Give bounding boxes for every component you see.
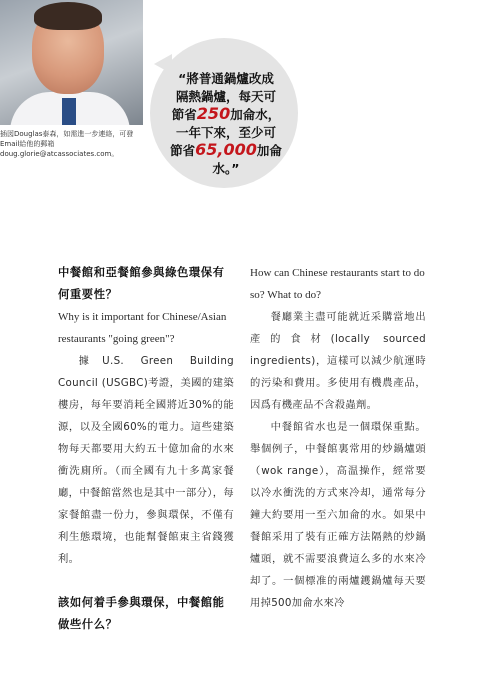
- section-heading: 中餐館和亞餐館參與綠色環保有何重要性？: [58, 266, 225, 301]
- quote-line: 節省: [171, 107, 197, 122]
- pull-quote: [160, 70, 292, 177]
- photo-hair: [34, 2, 102, 30]
- quote-number: 65,000: [195, 140, 257, 159]
- quote-line: 隔熱鍋爐，每天可: [175, 88, 276, 104]
- spacer: [58, 570, 234, 592]
- quote-line: “將普通鍋爐改成: [178, 71, 274, 86]
- body-paragraph: 中餐館省水也是一個環保重點。舉個例子，中餐館裏常用的炒鍋爐頭（wok range），高温操作，經常要以冷水衝洗的方式來冷却，通常每分鐘大約要用一至六加侖的水。如果中餐館采用了裝有正確方法隔熱的炒鍋爐頭，就不需要浪費這么多的水來冷却了。一個標准的兩爐鑊鍋爐每天要用掉500加侖水來冷: [250, 421, 426, 609]
- section-heading: 該如何着手參與環保，中餐館能做些什么？: [58, 596, 225, 631]
- quote-number: 250: [196, 104, 231, 123]
- photo-caption: 插図Douglas泰森，如需進一步連絡，可發Email給他的郵箱doug.glorie@atcassociates.com。: [0, 130, 134, 158]
- body-paragraph: 餐廳業主盡可能就近采購當地出產的食材(locally sourced ingredients)，這樣可以減少航運時的污染和費用。多使用有機農產品，因爲有機產品不含殺蟲劑。: [250, 311, 426, 411]
- body-paragraph: 據U.S. Green Building Council (USGBC)考證，美國的建築樓房，每年要消耗全國將近30%的能源，以及全國60%的電力。這些建築物每天都要用大約五十億加侖的水來衝洗廁所。（而全國有九十多萬家餐廳，中餐館當然也是其中一部分），每家餐館盡一份力，參與環保，不僅有利生態環境，也能幫餐館東主省錢獲利。: [58, 355, 234, 565]
- quote-line: 一年下來，至少可: [175, 124, 276, 140]
- quote-line: 加侖: [256, 143, 282, 158]
- left-column: [58, 262, 234, 636]
- quote-line: 水。”: [212, 160, 240, 176]
- section-heading-english: Why is it important for Chinese/Asian restaurants "going green"?: [58, 311, 227, 345]
- section-heading-english: How can Chinese restaurants start to do so? What to do?: [250, 267, 425, 301]
- author-photo: [0, 0, 143, 125]
- quote-line: 節省: [170, 143, 196, 158]
- right-column: [250, 262, 426, 614]
- quote-line: 加侖水，: [230, 107, 281, 122]
- photo-tie: [62, 98, 76, 125]
